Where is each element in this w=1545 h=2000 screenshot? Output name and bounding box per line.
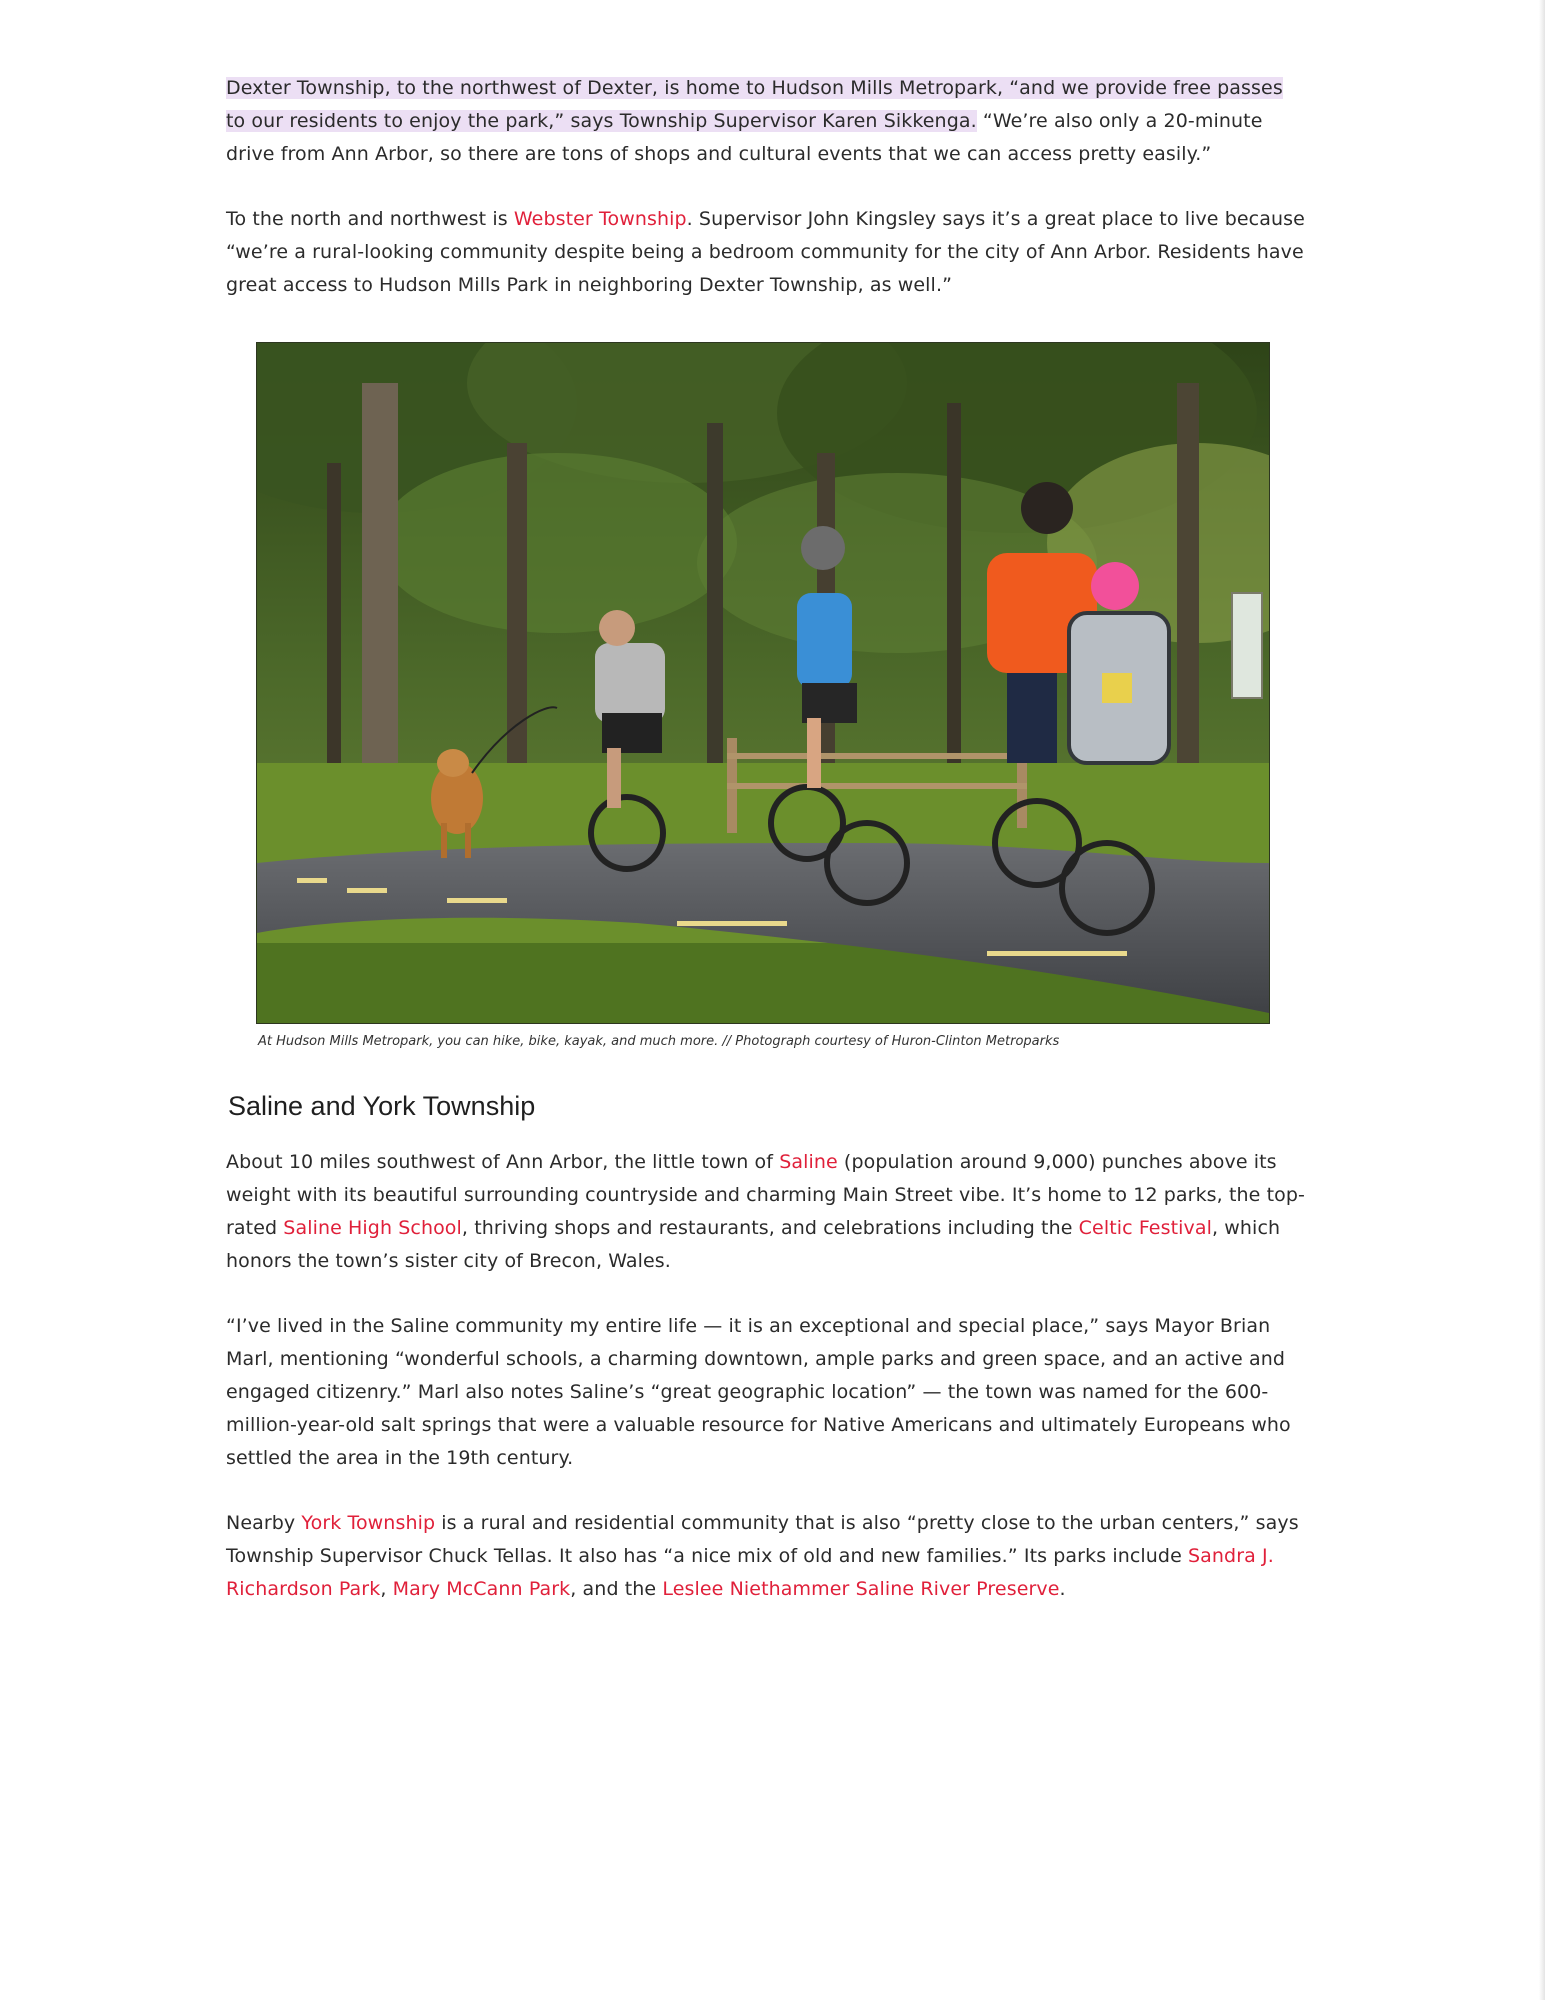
paragraph-mayor-quote: “I’ve lived in the Saline community my entire life — it is an exceptional and special place,” says Mayor Brian Marl, mentioning “wonderful schools, a charming downtown, ample parks and green space, and an active and engaged citizenry.” Marl also notes Saline’s “great geographic location” — the town was named for the 600-million-year-old salt springs that were a valuable resource for Native Americans and ultimately Europeans who settled the area in the 19th century.: [226, 1315, 1291, 1469]
highlighted-text: Dexter Township, to the northwest of Dexter, is home to Hudson Mills Metropark, “and we provide free passes to our residents to enjoy the park,” says Township Supervisor Karen Sikkenga.: [226, 77, 1283, 132]
scan-edge: [1539, 0, 1545, 2000]
link-richardson-park[interactable]: Sandra J. Richardson Park: [226, 1545, 1274, 1600]
paragraph-york: [226, 1507, 1306, 1606]
link-webster-township[interactable]: Webster Township: [513, 208, 687, 230]
link-niethammer-preserve[interactable]: Leslee Niethammer Saline River Preserve: [662, 1578, 1060, 1600]
article-body: [226, 72, 1306, 1638]
paragraph-text: Nearby: [226, 1512, 302, 1534]
paragraph-text: . Supervisor John Kingsley says it’s a great place to live because “we’re a rural-looking community despite being a bedroom community for the city of Ann Arbor. Residents have great access to Hudson Mills Park in neighboring Dexter Township, as well.”: [226, 208, 1305, 296]
link-celtic-festival[interactable]: Celtic Festival: [1078, 1217, 1212, 1239]
section-heading: Saline and York Township: [228, 1091, 536, 1121]
photo-caption: At Hudson Mills Metropark, you can hike, bike, kayak, and much more. // Photograph courtesy of Huron-Clinton Metroparks: [258, 1034, 1060, 1049]
photo-illustration: [257, 343, 1269, 1023]
link-saline-high-school[interactable]: Saline High School: [283, 1217, 462, 1239]
paragraph-text: (population around 9,000) punches above its weight with its beautiful surrounding countryside and charming Main Street vibe. It’s home to 12 parks, the top-rated: [226, 1151, 1305, 1239]
paragraph-dexter: [226, 72, 1306, 171]
paragraph-text: is a rural and residential community that is also “pretty close to the urban centers,” says Township Supervisor Chuck Tellas. It also has “a nice mix of old and new families.” Its parks include: [226, 1512, 1299, 1567]
paragraph-text: To the north and northwest is: [226, 208, 514, 230]
paragraph-saline: [226, 1146, 1306, 1278]
link-saline[interactable]: Saline: [779, 1151, 838, 1173]
paragraph-text: , thriving shops and restaurants, and celebrations including the: [461, 1217, 1079, 1239]
paragraph-text: .: [1059, 1578, 1066, 1600]
paragraph-webster: [226, 203, 1306, 302]
paragraph-text: ,: [380, 1578, 393, 1600]
link-mary-mccann-park[interactable]: Mary McCann Park: [392, 1578, 571, 1600]
photo-hudson-mills: [256, 342, 1270, 1024]
paragraph-text: , which honors the town’s sister city of Brecon, Wales.: [226, 1217, 1281, 1272]
paragraph-text: “We’re also only a 20-minute drive from Ann Arbor, so there are tons of shops and cultural events that we can access pretty easily.”: [226, 110, 1263, 165]
link-york-township[interactable]: York Township: [301, 1512, 436, 1534]
paragraph-text: About 10 miles southwest of Ann Arbor, the little town of: [226, 1151, 780, 1173]
paragraph-text: , and the: [570, 1578, 663, 1600]
